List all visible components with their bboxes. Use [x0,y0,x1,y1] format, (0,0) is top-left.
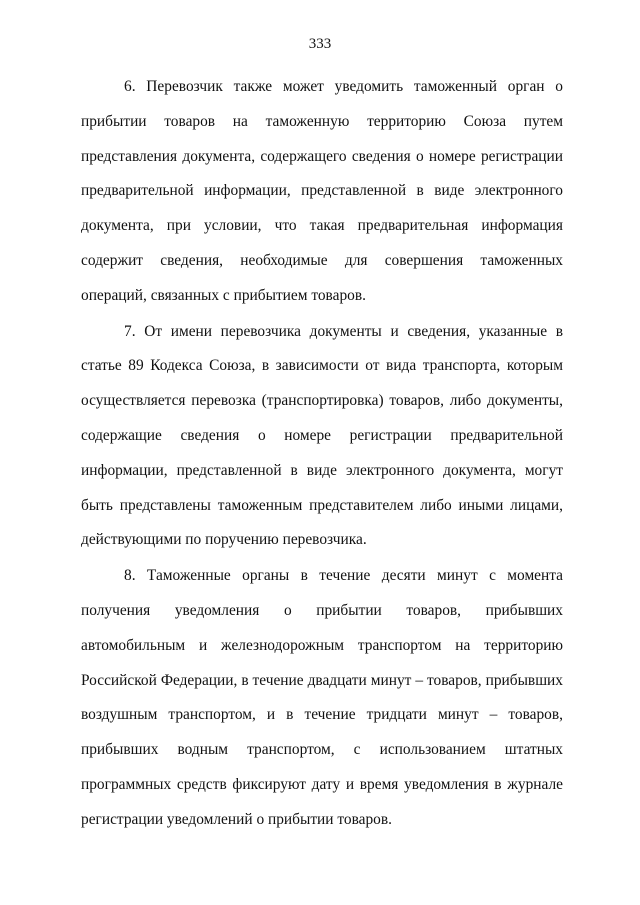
paragraph-8: 8. Таможенные органы в течение десяти минут с момента получения уведомления о прибытии товаров, прибывших автомобильным и железнодорожным транспортом на территорию Российской Федерации, в течение двадцати минут – товаров, прибывших воздушным транспортом, и в течение тридцати минут – товаров, прибывших водным транспортом, с использованием штатных программных средств фиксируют дату и время уведомления в журнале регистрации уведомлений о прибытии товаров. [81,567,563,828]
paragraph-6: 6. Перевозчик также может уведомить таможенный орган о прибытии товаров на таможенную территорию Союза путем представления документа, содержащего сведения о номере регистрации предварительной информации, представленной в виде электронного документа, при условии, что такая предварительная информация содержит сведения, необходимые для совершения таможенных операций, связанных с прибытием товаров. [81,78,563,304]
document-body [81,70,563,838]
paragraph-7: 7. От имени перевозчика документы и сведения, указанные в статье 89 Кодекса Союза, в зависимости от вида транспорта, которым осуществляется перевозка (транспортировка) товаров, либо документы, содержащие сведения о номере регистрации предварительной информации, представленной в виде электронного документа, могут быть представлены таможенным представителем либо иными лицами, действующими по поручению перевозчика. [81,322,563,549]
page-number: 333 [308,36,332,52]
